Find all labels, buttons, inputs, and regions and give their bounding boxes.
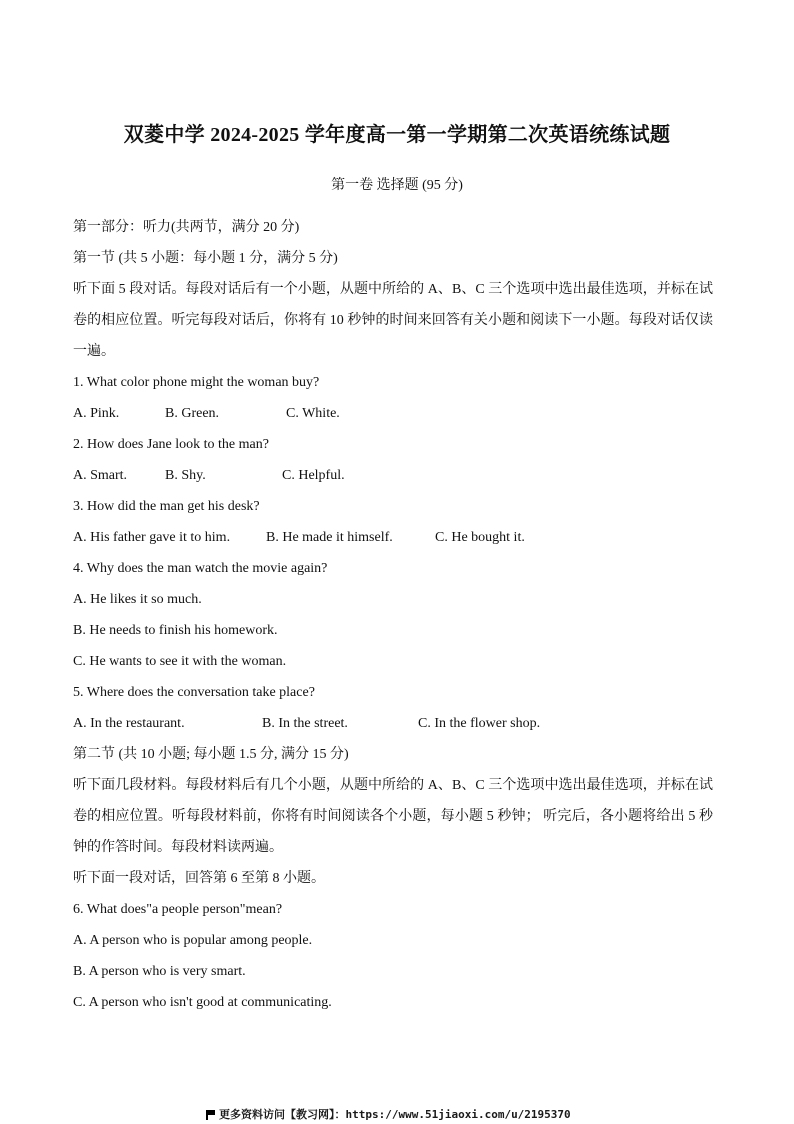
option-a: A. In the restaurant. — [73, 716, 185, 731]
dialog-intro: 听下面一段对话，回答第 6 至第 8 小题。 — [73, 871, 325, 886]
question-1-options — [73, 398, 713, 429]
section2-instructions: 听下面几段材料。每段材料后有几个小题，从题中所给的 A、B、C 三个选项中选出最佳选项，并标在试卷的相应位置。听每段材料前，你将有时间阅读各个小题，每小题 5 秒钟； 听完后，各小题将给出 5 秒钟的作答时间。每段材料读两遍。 — [73, 778, 713, 855]
option-b: B. Green. — [165, 406, 220, 421]
question-6-option-a: A. A person who is popular among people. — [73, 933, 313, 948]
section2-heading: 第二节 (共 10 小题; 每小题 1.5 分, 满分 15 分) — [73, 747, 349, 762]
option-c: C. White. — [286, 406, 340, 421]
section1-instructions: 听下面 5 段对话。每段对话后有一个小题，从题中所给的 A、B、C 三个选项中选出最佳选项，并标在试卷的相应位置。听完每段对话后，你将有 10 秒钟的时间来回答有关小题和阅读下一小题。每段对话仅读一遍。 — [73, 282, 713, 359]
option-b: B. He made it himself. — [266, 530, 393, 545]
question-6-option-b: B. A person who is very smart. — [73, 964, 246, 979]
question-2: 2. How does Jane look to the man? — [73, 437, 269, 452]
footer-banner[interactable] — [206, 1106, 571, 1122]
footer-link-text[interactable]: 更多资料访问【教习网】：https://www.51jiaoxi.com/u/2195370 — [219, 1108, 571, 1121]
question-1: 1. What color phone might the woman buy? — [73, 375, 320, 390]
option-b: B. In the street. — [262, 716, 348, 731]
question-4-option-b: B. He needs to finish his homework. — [73, 623, 278, 638]
question-3: 3. How did the man get his desk? — [73, 499, 260, 514]
exam-title: 双菱中学 2024-2025 学年度高一第一学期第二次英语统练试题 — [123, 124, 671, 146]
question-5: 5. Where does the conversation take place? — [73, 685, 315, 700]
option-c: C. He bought it. — [435, 530, 525, 545]
question-3-options — [73, 522, 713, 553]
option-a: A. Pink. — [73, 406, 120, 421]
question-5-options — [73, 708, 713, 739]
section1-heading: 第一节 (共 5 小题：每小题 1 分，满分 5 分) — [73, 251, 338, 266]
question-6: 6. What does"a people person"mean? — [73, 902, 283, 917]
question-6-option-c: C. A person who isn't good at communicating. — [73, 995, 332, 1010]
flag-icon — [206, 1110, 215, 1119]
option-a: A. His father gave it to him. — [73, 530, 231, 545]
option-c: C. Helpful. — [282, 468, 345, 483]
question-4-option-c: C. He wants to see it with the woman. — [73, 654, 287, 669]
paper-subtitle: 第一卷 选择题 (95 分) — [331, 178, 463, 193]
exam-content — [73, 212, 713, 1018]
option-a: A. Smart. — [73, 468, 128, 483]
question-4: 4. Why does the man watch the movie again? — [73, 561, 328, 576]
question-2-options — [73, 460, 713, 491]
part1-heading: 第一部分：听力(共两节，满分 20 分) — [73, 220, 300, 235]
option-b: B. Shy. — [165, 468, 206, 483]
question-4-option-a: A. He likes it so much. — [73, 592, 202, 607]
option-c: C. In the flower shop. — [418, 716, 541, 731]
